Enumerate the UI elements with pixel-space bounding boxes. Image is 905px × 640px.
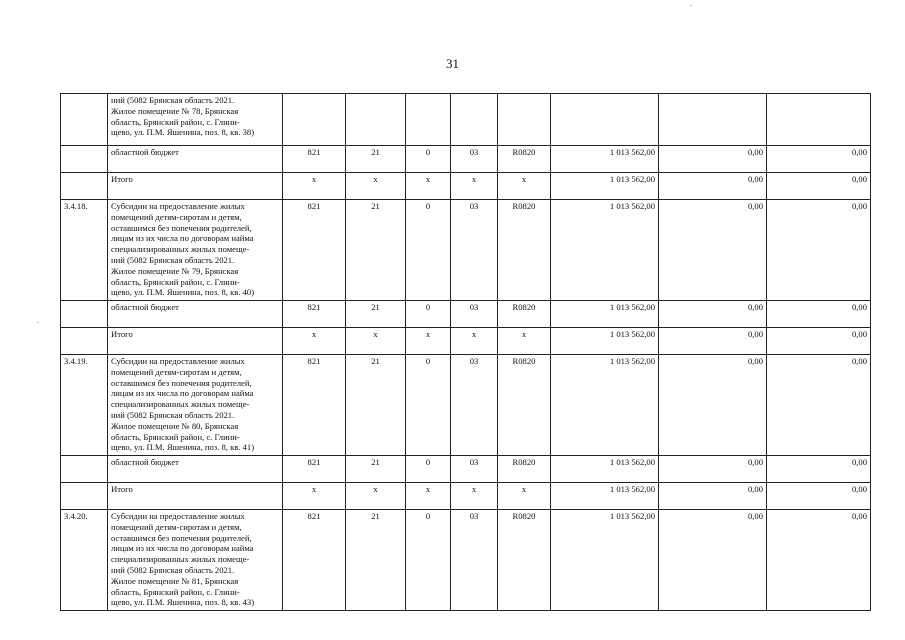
cell-amount-2: 0,00: [659, 146, 767, 173]
cell-code-21: 21: [346, 456, 406, 483]
description-line: лицам из их числа по договорам найма: [111, 233, 254, 244]
cell-amount-1: 1 013 562,00: [551, 200, 659, 301]
cell-code-0: 0: [406, 200, 451, 301]
table-row-total: [61, 483, 871, 510]
description-line: Субсидии на предоставление жилых: [111, 201, 245, 211]
cell-code-03: 03: [451, 510, 498, 611]
cell-amount-2: 0,00: [659, 301, 767, 328]
description-line: ний (5082 Брянская область 2021.: [111, 254, 235, 265]
cell-code-821: 821: [283, 355, 346, 456]
cell-code-03: x: [451, 328, 498, 355]
cell-code-03: 03: [451, 146, 498, 173]
cell-code-0: 0: [406, 301, 451, 328]
table-row-item: [61, 510, 871, 611]
cell-amount-2: 0,00: [659, 483, 767, 510]
cell-code-21: x: [346, 483, 406, 510]
description-line: областной бюджет: [111, 302, 179, 312]
cell-code-821: 821: [283, 301, 346, 328]
cell-description: [108, 510, 283, 611]
description-line: Жилое помещение № 81, Брянская: [111, 575, 239, 586]
description-line: Итого: [111, 329, 133, 339]
cell-code-0: 0: [406, 355, 451, 456]
cell-description: [108, 456, 283, 483]
description-line: щево, ул. П.М. Яшенина, поз. 8, кв. 38): [111, 127, 255, 138]
table-body: [61, 94, 871, 611]
cell-target: [498, 94, 551, 146]
cell-description: [108, 200, 283, 301]
cell-target: R0820: [498, 200, 551, 301]
description-line: оставшимся без попечения родителей,: [111, 377, 252, 388]
description-line: ний (5082 Брянская область 2021.: [111, 409, 235, 420]
cell-target: R0820: [498, 456, 551, 483]
cell-code-821: 821: [283, 510, 346, 611]
table-row-total: [61, 328, 871, 355]
cell-amount-1: 1 013 562,00: [551, 355, 659, 456]
cell-target: x: [498, 483, 551, 510]
cell-code-21: [346, 94, 406, 146]
cell-item-number: [61, 483, 108, 510]
cell-code-03: x: [451, 173, 498, 200]
description-line: специализированных жилых помеще-: [111, 554, 250, 565]
cell-amount-2: 0,00: [659, 173, 767, 200]
cell-code-821: x: [283, 483, 346, 510]
cell-amount-3: 0,00: [767, 173, 871, 200]
table-row-budget: [61, 456, 871, 483]
cell-item-number: [61, 328, 108, 355]
cell-amount-2: [659, 94, 767, 146]
cell-amount-3: 0,00: [767, 200, 871, 301]
description-line: область, Брянский район, с. Глини-: [111, 431, 240, 442]
description-line: специализированных жилых помеще-: [111, 244, 250, 255]
cell-code-21: 21: [346, 301, 406, 328]
cell-target: x: [498, 173, 551, 200]
table-row-continuation: [61, 94, 871, 146]
cell-amount-2: 0,00: [659, 355, 767, 456]
description-line: областной бюджет: [111, 147, 179, 157]
cell-amount-3: 0,00: [767, 355, 871, 456]
cell-code-821: 821: [283, 146, 346, 173]
cell-item-number: 3.4.20.: [61, 510, 108, 611]
cell-code-0: 0: [406, 456, 451, 483]
cell-amount-2: 0,00: [659, 200, 767, 301]
description-line: щево, ул. П.М. Яшенина, поз. 8, кв. 40): [111, 287, 255, 298]
cell-item-number: 3.4.18.: [61, 200, 108, 301]
cell-code-21: 21: [346, 355, 406, 456]
cell-target: R0820: [498, 355, 551, 456]
cell-amount-1: 1 013 562,00: [551, 146, 659, 173]
cell-code-03: 03: [451, 200, 498, 301]
description-line: помещений детям-сиротам и детям,: [111, 366, 242, 377]
cell-code-03: 03: [451, 355, 498, 456]
table-row-budget: [61, 146, 871, 173]
budget-table: [60, 93, 871, 611]
cell-code-821: [283, 94, 346, 146]
cell-amount-3: 0,00: [767, 146, 871, 173]
cell-code-03: [451, 94, 498, 146]
cell-amount-1: 1 013 562,00: [551, 483, 659, 510]
description-line: область, Брянский район, с. Глини-: [111, 586, 240, 597]
scan-speck: [37, 322, 39, 323]
table-row-item: [61, 200, 871, 301]
cell-code-821: 821: [283, 456, 346, 483]
cell-amount-1: 1 013 562,00: [551, 510, 659, 611]
description-line: оставшимся без попечения родителей,: [111, 222, 252, 233]
cell-code-821: 821: [283, 200, 346, 301]
description-line: щево, ул. П.М. Яшенина, поз. 8, кв. 41): [111, 442, 255, 453]
cell-amount-2: 0,00: [659, 328, 767, 355]
cell-description: [108, 355, 283, 456]
cell-target: R0820: [498, 301, 551, 328]
cell-code-21: 21: [346, 200, 406, 301]
cell-code-0: x: [406, 173, 451, 200]
cell-amount-2: 0,00: [659, 456, 767, 483]
description-line: специализированных жилых помеще-: [111, 399, 250, 410]
description-line: лицам из их числа по договорам найма: [111, 543, 254, 554]
cell-description: [108, 94, 283, 146]
description-line: оставшимся без попечения родителей,: [111, 532, 252, 543]
cell-target: R0820: [498, 146, 551, 173]
cell-item-number: [61, 301, 108, 328]
description-line: Жилое помещение № 79, Брянская: [111, 265, 239, 276]
description-line: лицам из их числа по договорам найма: [111, 388, 254, 399]
cell-code-03: 03: [451, 456, 498, 483]
cell-description: [108, 328, 283, 355]
cell-amount-3: 0,00: [767, 301, 871, 328]
cell-amount-3: 0,00: [767, 510, 871, 611]
cell-code-0: [406, 94, 451, 146]
description-line: область, Брянский район, с. Глини-: [111, 116, 240, 127]
cell-target: R0820: [498, 510, 551, 611]
description-line: помещений детям-сиротам и детям,: [111, 211, 242, 222]
description-line: ний (5082 Брянская область 2021.: [111, 564, 235, 575]
cell-target: x: [498, 328, 551, 355]
cell-description: [108, 301, 283, 328]
cell-code-0: 0: [406, 146, 451, 173]
description-line: ний (5082 Брянская область 2021.: [111, 95, 235, 105]
cell-code-0: x: [406, 328, 451, 355]
description-line: Жилое помещение № 78, Брянская: [111, 105, 239, 116]
cell-amount-3: 0,00: [767, 456, 871, 483]
description-line: Субсидии на предоставление жилых: [111, 511, 245, 521]
cell-code-21: 21: [346, 146, 406, 173]
cell-code-21: 21: [346, 510, 406, 611]
description-line: Итого: [111, 484, 133, 494]
scan-speck: [690, 5, 692, 6]
description-line: область, Брянский район, с. Глини-: [111, 276, 240, 287]
cell-code-0: 0: [406, 510, 451, 611]
description-line: Субсидии на предоставление жилых: [111, 356, 245, 366]
cell-code-821: x: [283, 173, 346, 200]
cell-description: [108, 483, 283, 510]
cell-item-number: [61, 456, 108, 483]
cell-amount-3: 0,00: [767, 483, 871, 510]
cell-amount-3: [767, 94, 871, 146]
cell-item-number: 3.4.19.: [61, 355, 108, 456]
cell-code-0: x: [406, 483, 451, 510]
cell-item-number: [61, 173, 108, 200]
description-line: Итого: [111, 174, 133, 184]
cell-item-number: [61, 146, 108, 173]
cell-code-21: x: [346, 173, 406, 200]
cell-amount-2: 0,00: [659, 510, 767, 611]
description-line: помещений детям-сиротам и детям,: [111, 521, 242, 532]
cell-amount-1: 1 013 562,00: [551, 173, 659, 200]
cell-code-03: x: [451, 483, 498, 510]
table-row-budget: [61, 301, 871, 328]
cell-description: [108, 173, 283, 200]
cell-amount-3: 0,00: [767, 328, 871, 355]
table-row-total: [61, 173, 871, 200]
description-line: Жилое помещение № 80, Брянская: [111, 420, 239, 431]
description-line: щево, ул. П.М. Яшенина, поз. 8, кв. 43): [111, 597, 255, 608]
cell-amount-1: [551, 94, 659, 146]
cell-amount-1: 1 013 562,00: [551, 456, 659, 483]
cell-code-21: x: [346, 328, 406, 355]
cell-code-03: 03: [451, 301, 498, 328]
page-number: 31: [446, 56, 459, 71]
cell-description: [108, 146, 283, 173]
table-row-item: [61, 355, 871, 456]
cell-item-number: [61, 94, 108, 146]
cell-code-821: x: [283, 328, 346, 355]
description-line: областной бюджет: [111, 457, 179, 467]
cell-amount-1: 1 013 562,00: [551, 328, 659, 355]
cell-amount-1: 1 013 562,00: [551, 301, 659, 328]
